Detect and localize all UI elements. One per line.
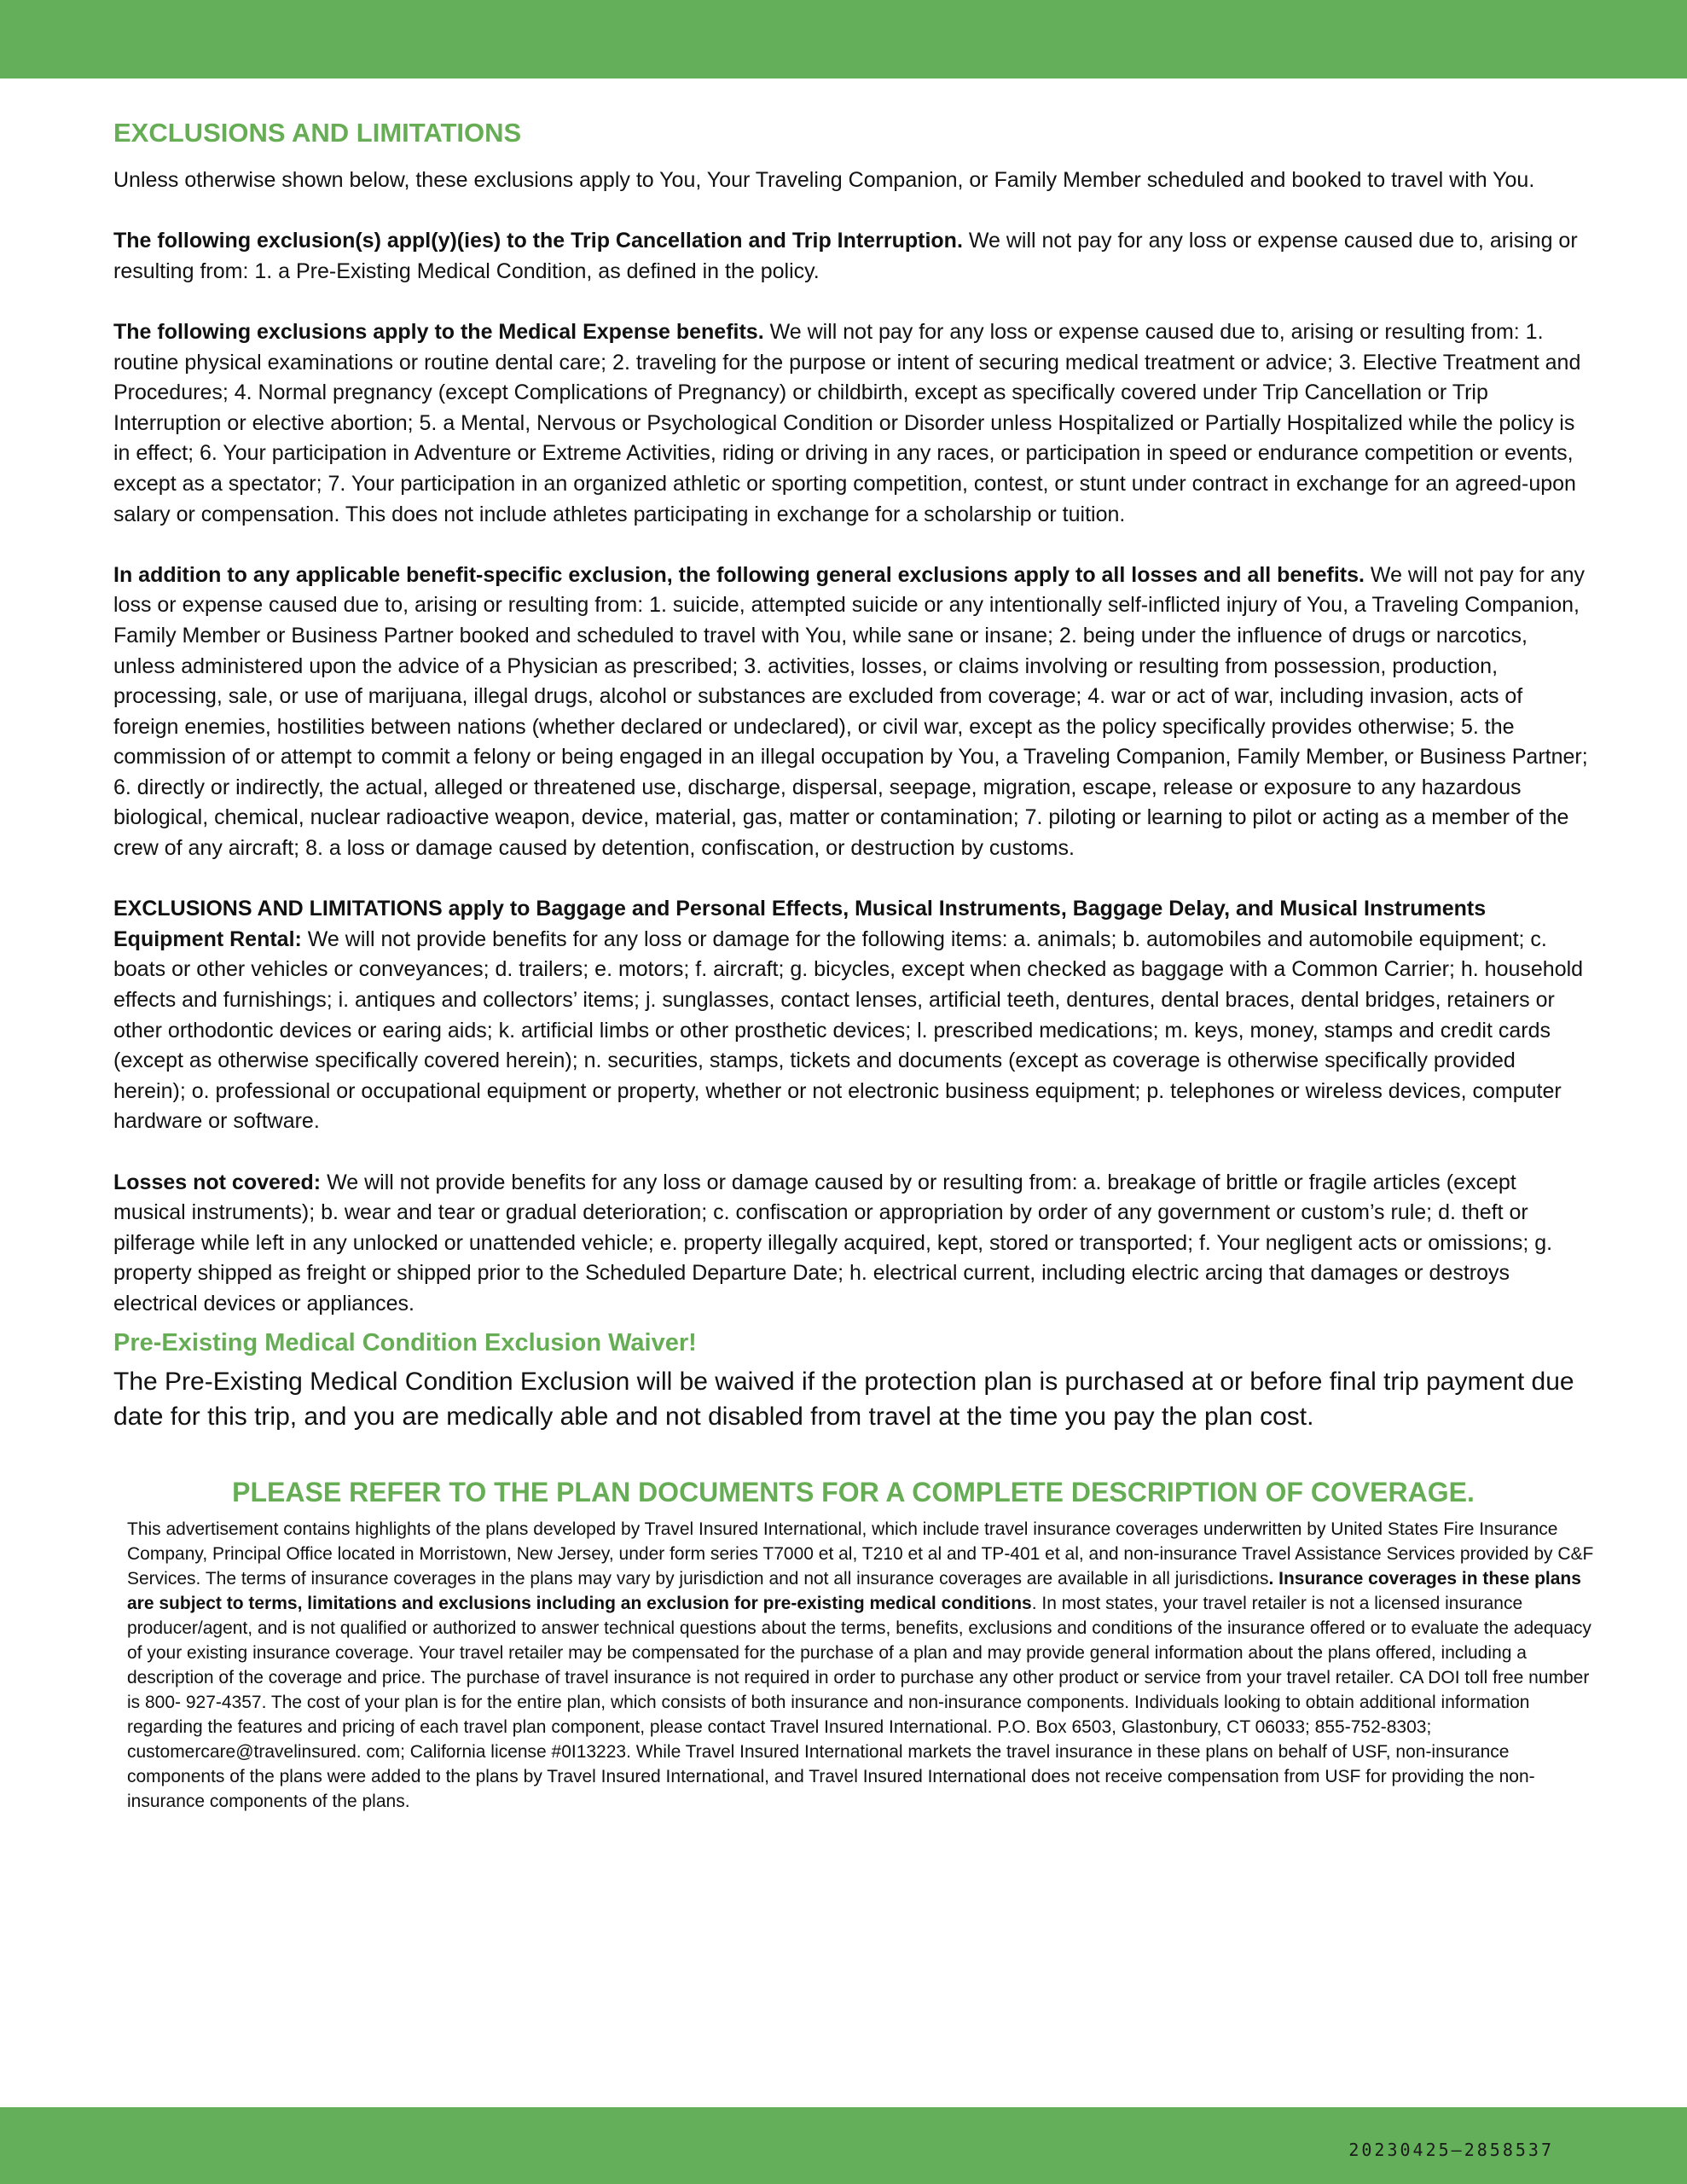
section-text: We will not provide benefits for any loss or damage for the following items: a. animals; b. automobiles and automobile equipment; c. boats or other vehicles or conveyances; d. trailers; e. motors; f. aircraft; g. bicycles, except when checked as baggage with a Common Carrier; h. household effects and furnishings; i. antiques and collectors’ items; j. sunglasses, contact lenses, artificial teeth, dentures, dental braces, dental bridges, retainers or other orthodontic devices or earing aids; k. artificial limbs or other prosthetic devices; l. prescribed medications; m. keys, money, stamps and credit cards (except as otherwise specifically covered herein); n. securities, stamps, tickets and documents (except as coverage is otherwise specifically provided herein); o. professional or occupational equipment or property, whether or not electronic business equipment; p. telephones or wireless devices, computer hardware or software. bbox=[113, 926, 1584, 1134]
disclaimer-bold-text: . Insurance coverages in these plans are subject to terms, limitations and exclusions including an exclusion for pre-existing medical conditions bbox=[127, 1569, 1581, 1614]
section-heading: The following exclusions apply to the Medical Expense benefits. bbox=[113, 319, 764, 344]
page-title: EXCLUSIONS AND LIMITATIONS bbox=[113, 118, 522, 148]
waiver-title: Pre-Existing Medical Condition Exclusion Waiver! bbox=[113, 1329, 697, 1357]
document-body bbox=[113, 118, 1593, 1814]
disclaimer-text: This advertisement contains highlights of the plans developed by Travel Insured International, which include travel insurance coverages underwritten by United States Fire Insurance Company, Principal Office located in Morristown, New Jersey, under form series T7000 et al, T210 et al and TP-401 et al, and non-insurance Travel Assistance Services provided by C&F Services. The terms of insurance coverages in the plans may vary by jurisdiction and not all insurance coverages are available in all jurisdictions bbox=[127, 1519, 1594, 1589]
section-heading: Losses not covered: bbox=[113, 1170, 322, 1194]
header-bar bbox=[0, 0, 1687, 78]
disclaimer-text-continued: . In most states, your travel retailer is not a licensed insurance producer/agent, and is not qualified or authorized to answer technical questions about the terms, benefits, exclusions and conditions of the insurance offered or to evaluate the adequacy of your existing insurance coverage. Your travel retailer may be compensated for the purchase of a plan and may provide general information about the plans offered, including a description of the coverage and price. The purchase of travel insurance is not required in order to purchase any other product or service from your travel retailer. CA DOI toll free number is 800- 927-4357. The cost of your plan is for the entire plan, which consists of both insurance and non-insurance components. Individuals looking to obtain additional information regarding the features and pricing of each travel plan component, please contact Travel Insured International. P.O. Box 6503, Glastonbury, CT 06033; 855-752-8303; customercare@travelinsured. com; California license #0I13223. While Travel Insured International markets the travel insurance in these plans on behalf of USF, non-insurance components of the plans were added to the plans by Travel Insured International, and Travel Insured International does not receive compensation from USF for providing the non-insurance components of the plans. bbox=[127, 1594, 1591, 1812]
trip-cancellation-exclusions bbox=[113, 226, 1593, 287]
medical-expense-exclusions bbox=[113, 317, 1593, 530]
section-text: We will not pay for any loss or expense caused due to, arising or resulting from: 1. a Pre-Existing Medical Condition, as defined in the policy. bbox=[113, 229, 1578, 283]
section-heading: The following exclusion(s) appl(y)(ies) to the Trip Cancellation and Trip Interruption. bbox=[113, 229, 963, 253]
section-text: We will not pay for any loss or expense caused due to, arising or resulting from: 1. suicide, attempted suicide or any intentionally self-inflicted injury of You, a Traveling Companion, Family Member or Business Partner booked and scheduled to travel with You, while sane or insane; 2. being under the influence of drugs or narcotics, unless administered upon the advice of a Physician as prescribed; 3. activities, losses, or claims involving or resulting from possession, production, processing, sale, or use of marijuana, illegal drugs, alcohol or substances are excluded from coverage; 4. war or act of war, including invasion, acts of foreign enemies, hostilities between nations (whether declared or undeclared), or civil war, except as the policy specifically provides otherwise; 5. the commission of or attempt to commit a felony or being engaged in an illegal occupation by You, a Traveling Companion, Family Member, or Business Partner; 6. directly or indirectly, the actual, alleged or threatened use, discharge, dispersal, seepage, migration, escape, release or exposure to any hazardous biological, chemical, nuclear radioactive weapon, device, material, gas, matter or contamination; 7. piloting or learning to pilot or acting as a member of the crew of any aircraft; 8. a loss or damage caused by detention, confiscation, or destruction by customs. bbox=[113, 562, 1588, 861]
losses-not-covered bbox=[113, 1168, 1593, 1320]
section-heading: EXCLUSIONS AND LIMITATIONS apply to Baggage and Personal Effects, Musical Instruments, Baggage Delay, and Musical Instruments Equipment Rental: bbox=[113, 897, 1487, 951]
section-heading: In addition to any applicable benefit-specific exclusion, the following general exclusions apply to all losses and all benefits. bbox=[113, 562, 1365, 587]
refer-heading: PLEASE REFER TO THE PLAN DOCUMENTS FOR A COMPLETE DESCRIPTION OF COVERAGE. bbox=[232, 1477, 1475, 1508]
section-text: We will not pay for any loss or expense caused due to, arising or resulting from: 1. routine physical examinations or routine dental care; 2. traveling for the purpose or intent of securing medical treatment or advice; 3. Elective Treatment and Procedures; 4. Normal pregnancy (except Complications of Pregnancy) or childbirth, except as specifically covered under Trip Cancellation or Trip Interruption or elective abortion; 5. a Mental, Nervous or Psychological Condition or Disorder unless Hospitalized or Partially Hospitalized while the policy is in effect; 6. Your participation in Adventure or Extreme Activities, riding or driving in any races, or participation in speed or endurance competition or events, except as a spectator; 7. Your participation in an organized athletic or sporting competition, contest, or stunt under contract in exchange for an agreed-upon salary or compensation. This does not include athletes participating in exchange for a scholarship or tuition. bbox=[113, 319, 1581, 526]
baggage-exclusions bbox=[113, 894, 1593, 1137]
intro-paragraph bbox=[113, 166, 1593, 196]
general-exclusions bbox=[113, 561, 1593, 864]
disclaimer-paragraph bbox=[127, 1517, 1594, 1814]
document-code: 20230425–2858537 bbox=[1348, 2140, 1554, 2160]
section-text: We will not provide benefits for any loss or damage caused by or resulting from: a. breakage of brittle or fragile articles (except musical instruments); b. wear and tear or gradual deterioration; c. confiscation or appropriation by order of any government or custom’s rule; d. theft or pilferage while left in any unlocked or unattended vehicle; e. property illegally acquired, kept, stored or transported; f. Your negligent acts or omissions; g. property shipped as freight or shipped prior to the Scheduled Departure Date; h. electrical current, including electric arcing that damages or destroys electrical devices or appliances. bbox=[113, 1170, 1553, 1316]
intro-text: Unless otherwise shown below, these exclusions apply to You, Your Traveling Companion, or Family Member scheduled and booked to travel with You. bbox=[113, 168, 1535, 192]
waiver-text: The Pre-Existing Medical Condition Exclusion will be waived if the protection plan is purchased at or before final trip payment due date for this trip, and you are medically able and not disabled from travel at the time you pay the plan cost. bbox=[113, 1368, 1574, 1432]
